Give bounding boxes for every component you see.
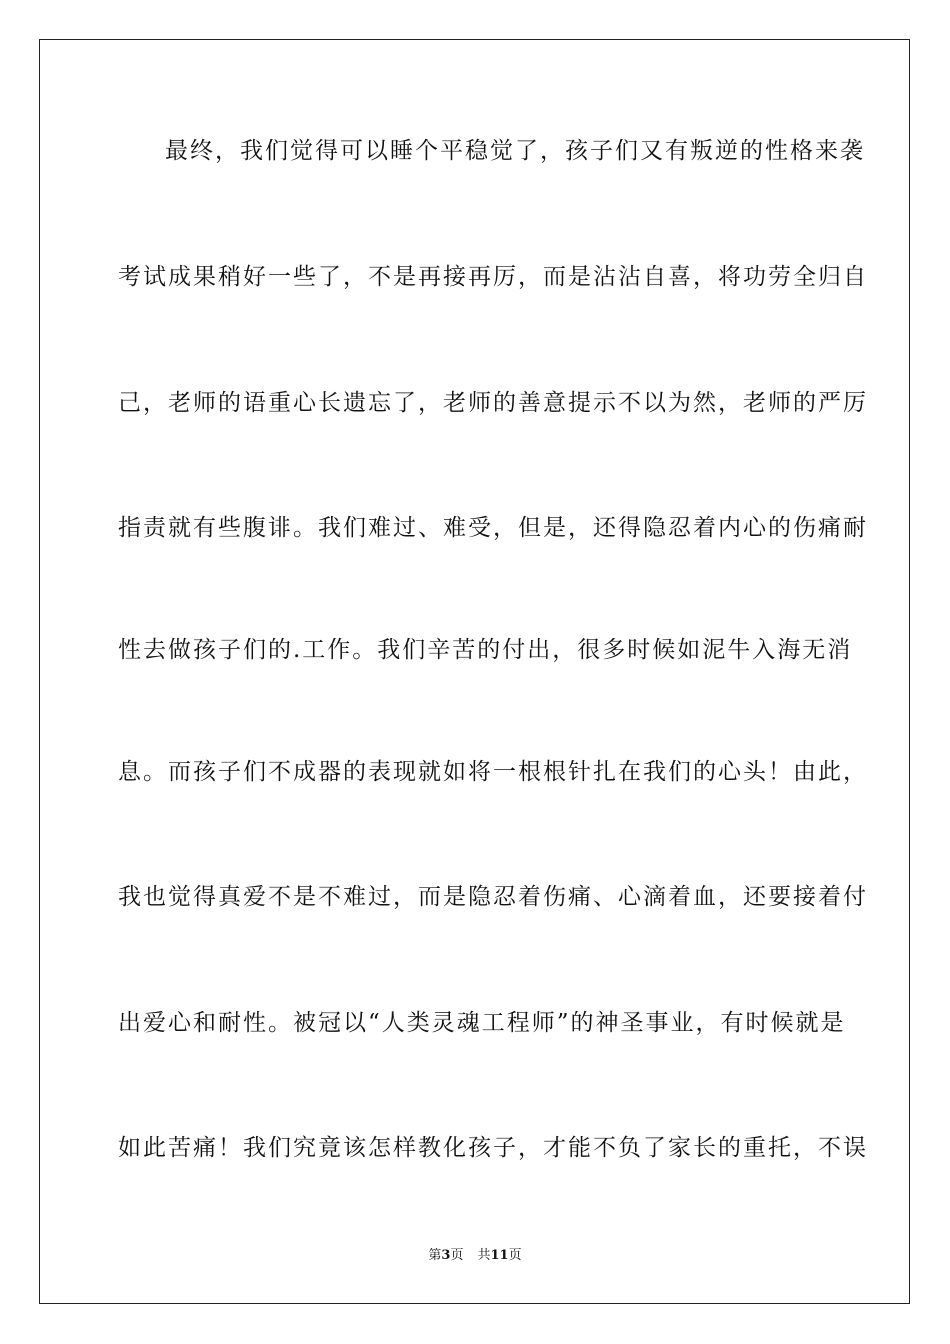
- paragraph-line: 我也觉得真爱不是不难过，而是隐忍着伤痛、心滴着血，还要接着付: [118, 884, 868, 910]
- paragraph-line: 指责就有些腹诽。我们难过、难受，但是，还得隐忍着内心的伤痛耐: [118, 515, 868, 541]
- footer-page-suffix: 页: [450, 1248, 464, 1263]
- footer-total-prefix: 共: [477, 1248, 491, 1263]
- paragraph-line: 考试成果稍好一些了，不是再接再厉，而是沾沾自喜，将功劳全归自: [118, 264, 868, 290]
- paragraph-line: 息。而孩子们不成器的表现就如将一根根针扎在我们的心头！由此，: [118, 759, 868, 785]
- paragraph-line: 如此苦痛！我们究竟该怎样教化孩子，才能不负了家长的重托，不误: [118, 1135, 868, 1161]
- footer-page-prefix: 第: [428, 1248, 442, 1263]
- paragraph-line: 性去做孩子们的.工作。我们辛苦的付出，很多时候如泥牛入海无消: [118, 637, 853, 663]
- page-border: [39, 39, 910, 1304]
- footer-total-suffix: 页: [508, 1248, 522, 1263]
- paragraph-line: 出爱心和耐性。被冠以“人类灵魂工程师”的神圣事业，有时候就是: [118, 1010, 846, 1036]
- page-footer: [0, 1247, 950, 1265]
- footer-total-pages: 11: [490, 1248, 509, 1263]
- paragraph-line: 最终，我们觉得可以睡个平稳觉了，孩子们又有叛逆的性格来袭: [165, 138, 865, 164]
- footer-page-number: 3: [441, 1248, 451, 1263]
- paragraph-line: 己，老师的语重心长遗忘了，老师的善意提示不以为然，老师的严厉: [118, 390, 868, 416]
